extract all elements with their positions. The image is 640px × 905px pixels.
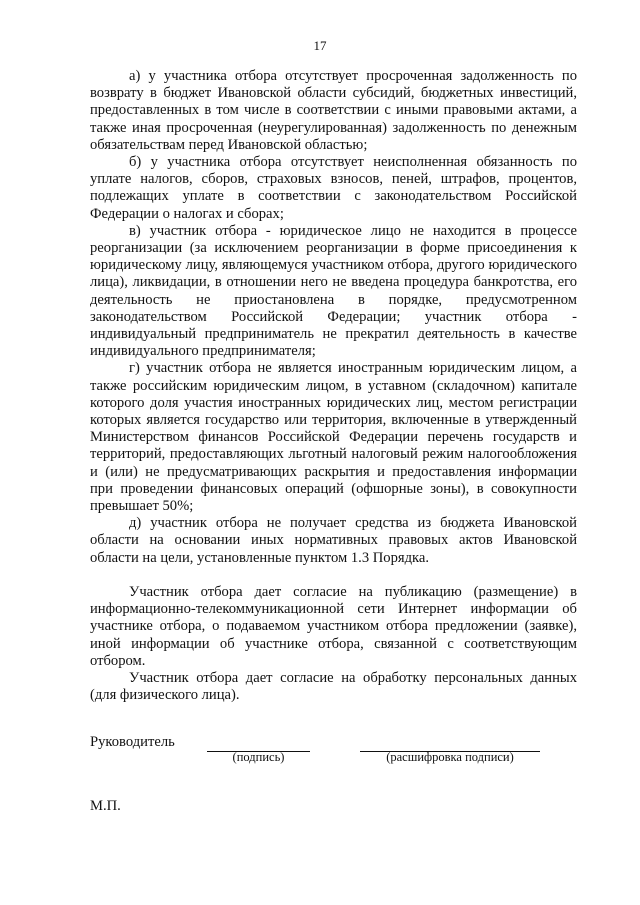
signature-label: Руководитель	[90, 734, 175, 750]
signature-block	[90, 734, 577, 774]
document-body	[90, 68, 577, 704]
signature-decoding-caption: (расшифровка подписи)	[386, 750, 514, 764]
consent-publication: Участник отбора дает согласие на публикацию (размещение) в информационно-телекоммуникационной сети Интернет информации об участнике отбора, о подаваемом участником отбора предложении (заявке), иной информации об участнике отбора, связанной с соответствующим отбором.	[90, 583, 577, 669]
consent-personal-data: Участник отбора дает согласие на обработку персональных данных (для физического лица).	[90, 669, 577, 704]
page-number: 17	[313, 38, 327, 53]
stamp-place: М.П.	[90, 798, 121, 814]
condition-c: в) участник отбора - юридическое лицо не находится в процессе реорганизации (за исключением реорганизации в форме присоединения к юридическому лицу, являющемуся участником отбора, другого юридического лица), ликвидации, в отношении него не введена процедура банкротства, его деятельность не приостановлена в порядке, предусмотренном законодательством Российской Федерации; участник отбора - индивидуальный предприниматель не прекратил деятельность в качестве индивидуального предпринимателя;	[90, 222, 577, 360]
condition-b: б) у участника отбора отсутствует неисполненная обязанность по уплате налогов, сборов, страховых взносов, пеней, штрафов, процентов, подлежащих уплате в соответствии с законодательством Российской Федерации о налогах и сборах;	[90, 154, 577, 222]
condition-e: д) участник отбора не получает средства из бюджета Ивановской области на основании иных нормативных правовых актов Ивановской области на цели, установленные пунктом 1.3 Порядка.	[90, 515, 577, 566]
condition-a: а) у участника отбора отсутствует просроченная задолженность по возврату в бюджет Ивановской области субсидий, бюджетных инвестиций, предоставленных в том числе в соответствии с иными правовыми актами, а также иная просроченная (неурегулированная) задолженность по денежным обязательствам перед Ивановской областью;	[90, 68, 577, 153]
signature-caption: (подпись)	[232, 750, 285, 764]
condition-d: г) участник отбора не является иностранным юридическим лицом, а также российским юридическим лицом, в уставном (складочном) капитале которого доля участия иностранных юридических лиц, местом регистрации которых является государство или территория, включенные в утвержденный Министерством финансов Российской Федерации перечень государств и территорий, предоставляющих льготный налоговый режим налогообложения и (или) не предусматривающих раскрытия и предоставления информации при проведении финансовых операций (офшорные зоны), в совокупности превышает 50%;	[90, 360, 577, 515]
